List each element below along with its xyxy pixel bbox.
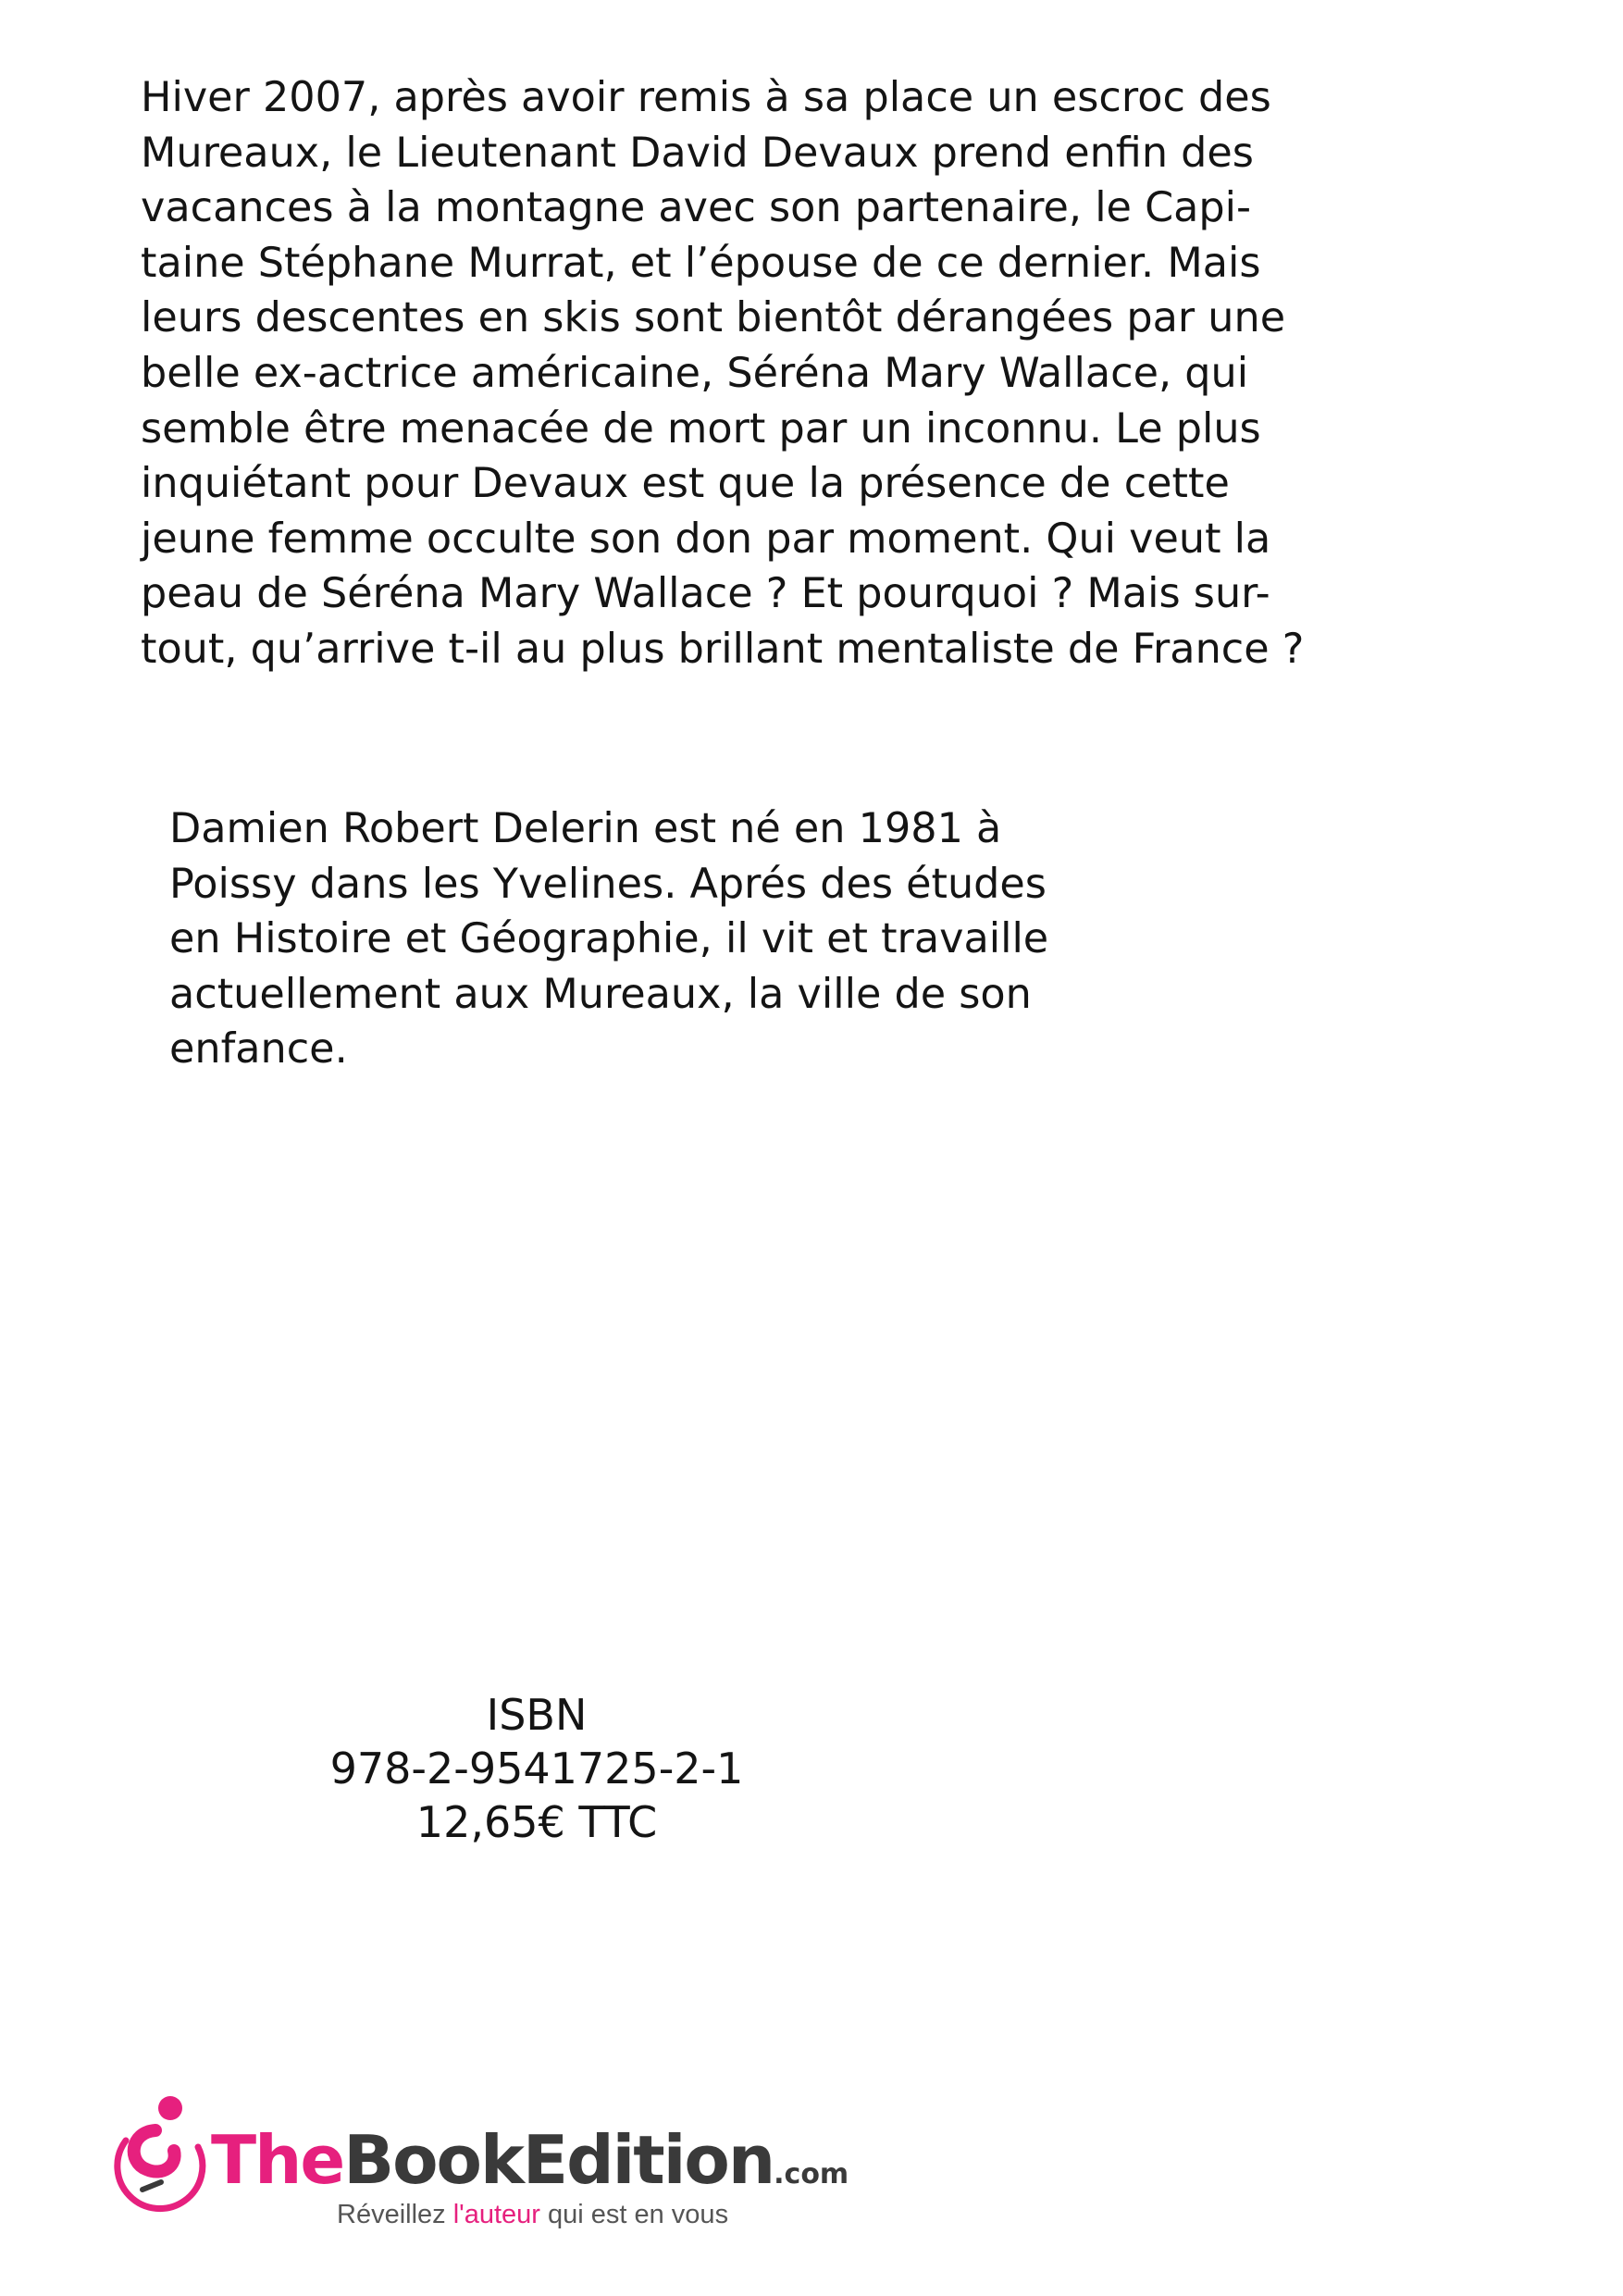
isbn-label: ISBN — [486, 1690, 588, 1740]
synopsis-line: tout, qu’arrive t-il au plus brillant mentaliste de France ? — [141, 625, 1305, 673]
author-bio-line: en Histoire et Géographie, il vit et travaille — [169, 915, 1049, 963]
synopsis-line: inquiétant pour Devaux est que la présence de cette — [141, 460, 1230, 508]
author-bio-paragraph — [169, 801, 1076, 1077]
synopsis-line: leurs descentes en skis sont bientôt dérangées par une — [141, 294, 1286, 342]
synopsis-line: vacances à la montagne avec son partenaire, le Capi- — [141, 184, 1252, 232]
tagline-accent: l'auteur — [452, 2200, 540, 2229]
publisher-logo — [89, 2090, 848, 2247]
tagline-after: qui est en vous — [539, 2200, 729, 2229]
author-bio-line: actuellement aux Mureaux, la ville de son — [169, 970, 1032, 1018]
price-label: 12,65€ TTC — [415, 1797, 658, 1847]
wordmark-edition: Edition — [522, 2121, 774, 2199]
author-bio-line: enfance. — [169, 1025, 348, 1074]
synopsis-paragraph — [141, 70, 1307, 677]
synopsis-line: belle ex-actrice américaine, Séréna Mary Wallace, qui — [141, 349, 1249, 397]
synopsis-line: Hiver 2007, après avoir remis à sa place un escroc des — [141, 74, 1271, 121]
isbn-number: 978-2-9541725-2-1 — [329, 1744, 744, 1793]
synopsis-line: semble être menacée de mort par un inconnu. Le plus — [141, 404, 1261, 453]
author-bio-line: Damien Robert Delerin est né en 1981 à — [169, 805, 1002, 852]
isbn-price-block — [278, 1688, 796, 1849]
wordmark-book: Book — [343, 2121, 523, 2199]
publisher-tagline — [337, 2199, 728, 2230]
synopsis-line: peau de Séréna Mary Wallace ? Et pourquoi ? Mais sur- — [141, 570, 1270, 618]
tagline-before: Réveillez — [337, 2200, 453, 2229]
person-circle-logo-icon — [89, 2090, 209, 2228]
synopsis-line: jeune femme occulte son don par moment. Qui veut la — [141, 515, 1271, 563]
author-bio-line: Poissy dans les Yvelines. Aprés des études — [169, 860, 1047, 908]
wordmark-the: The — [211, 2121, 344, 2199]
synopsis-line: Mureaux, le Lieutenant David Devaux prend enfin des — [141, 129, 1254, 177]
wordmark-domain: .com — [774, 2158, 849, 2191]
synopsis-line: taine Stéphane Murrat, et l’épouse de ce dernier. Mais — [141, 239, 1261, 287]
